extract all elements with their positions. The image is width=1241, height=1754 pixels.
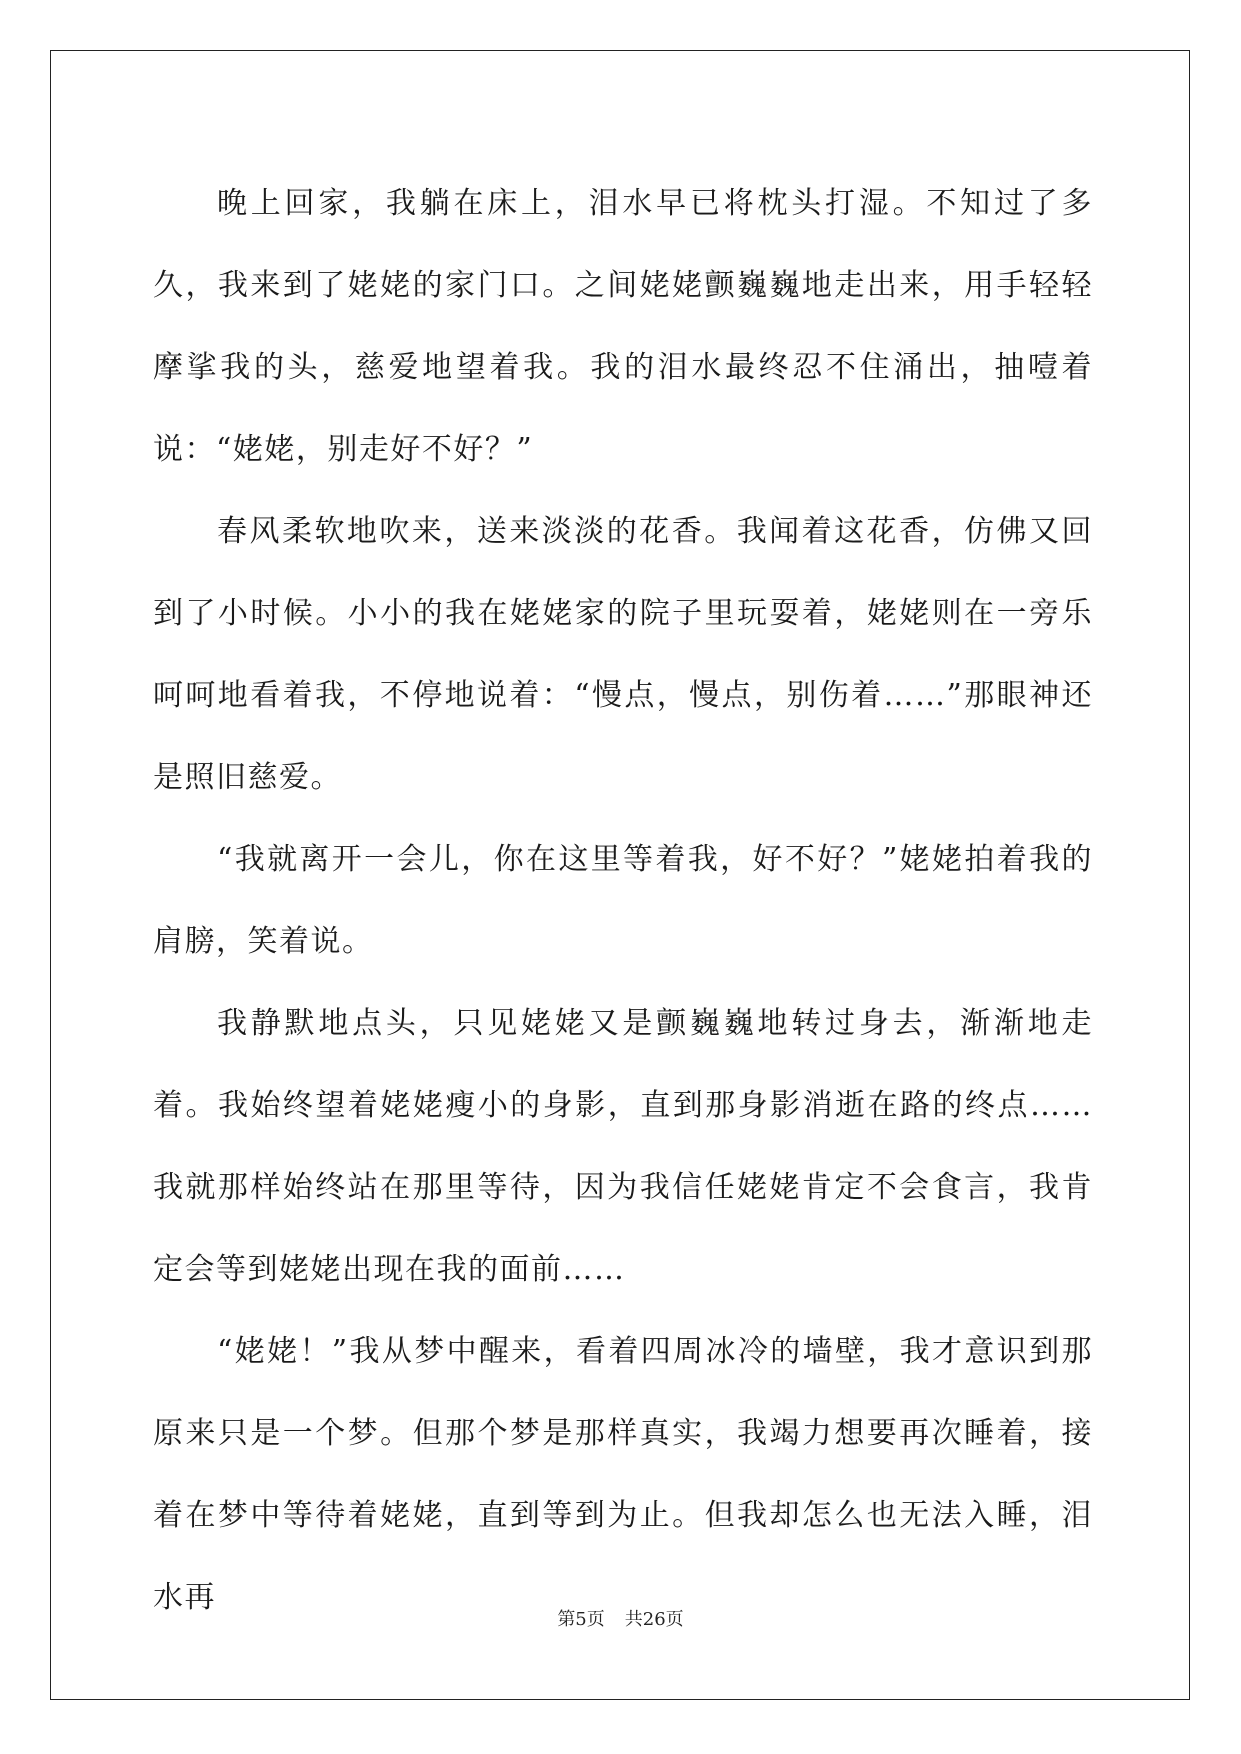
page-footer — [0, 1605, 1241, 1631]
total-pages-label: 共26页 — [624, 1609, 684, 1630]
paragraph: 春风柔软地吹来，送来淡淡的花香。我闻着这花香，仿佛又回到了小时候。小小的我在姥姥家的院子里玩耍着，姥姥则在一旁乐呵呵地看着我，不停地说着：“慢点，慢点，别伤着……”那眼神还是照旧慈爱。 — [153, 514, 1093, 795]
document-body — [153, 163, 1093, 1639]
paragraph: 我静默地点头，只见姥姥又是颤巍巍地转过身去，渐渐地走着。我始终望着姥姥瘦小的身影，直到那身影消逝在路的终点……我就那样始终站在那里等待，因为我信任姥姥肯定不会食言，我肯定会等到姥姥出现在我的面前…… — [153, 1006, 1093, 1287]
paragraph: “姥姥！”我从梦中醒来，看着四周冰冷的墙壁，我才意识到那原来只是一个梦。但那个梦是那样真实，我竭力想要再次睡着，接着在梦中等待着姥姥，直到等到为止。但我却怎么也无法入睡，泪水再 — [153, 1334, 1093, 1615]
paragraph: “我就离开一会儿，你在这里等着我，好不好？”姥姥拍着我的肩膀，笑着说。 — [153, 842, 1093, 959]
paragraph: 晚上回家，我躺在床上，泪水早已将枕头打湿。不知过了多久，我来到了姥姥的家门口。之间姥姥颤巍巍地走出来，用手轻轻摩挲我的头，慈爱地望着我。我的泪水最终忍不住涌出，抽噎着说：“姥姥，别走好不好？” — [153, 186, 1093, 467]
current-page-label: 第5页 — [557, 1609, 605, 1630]
